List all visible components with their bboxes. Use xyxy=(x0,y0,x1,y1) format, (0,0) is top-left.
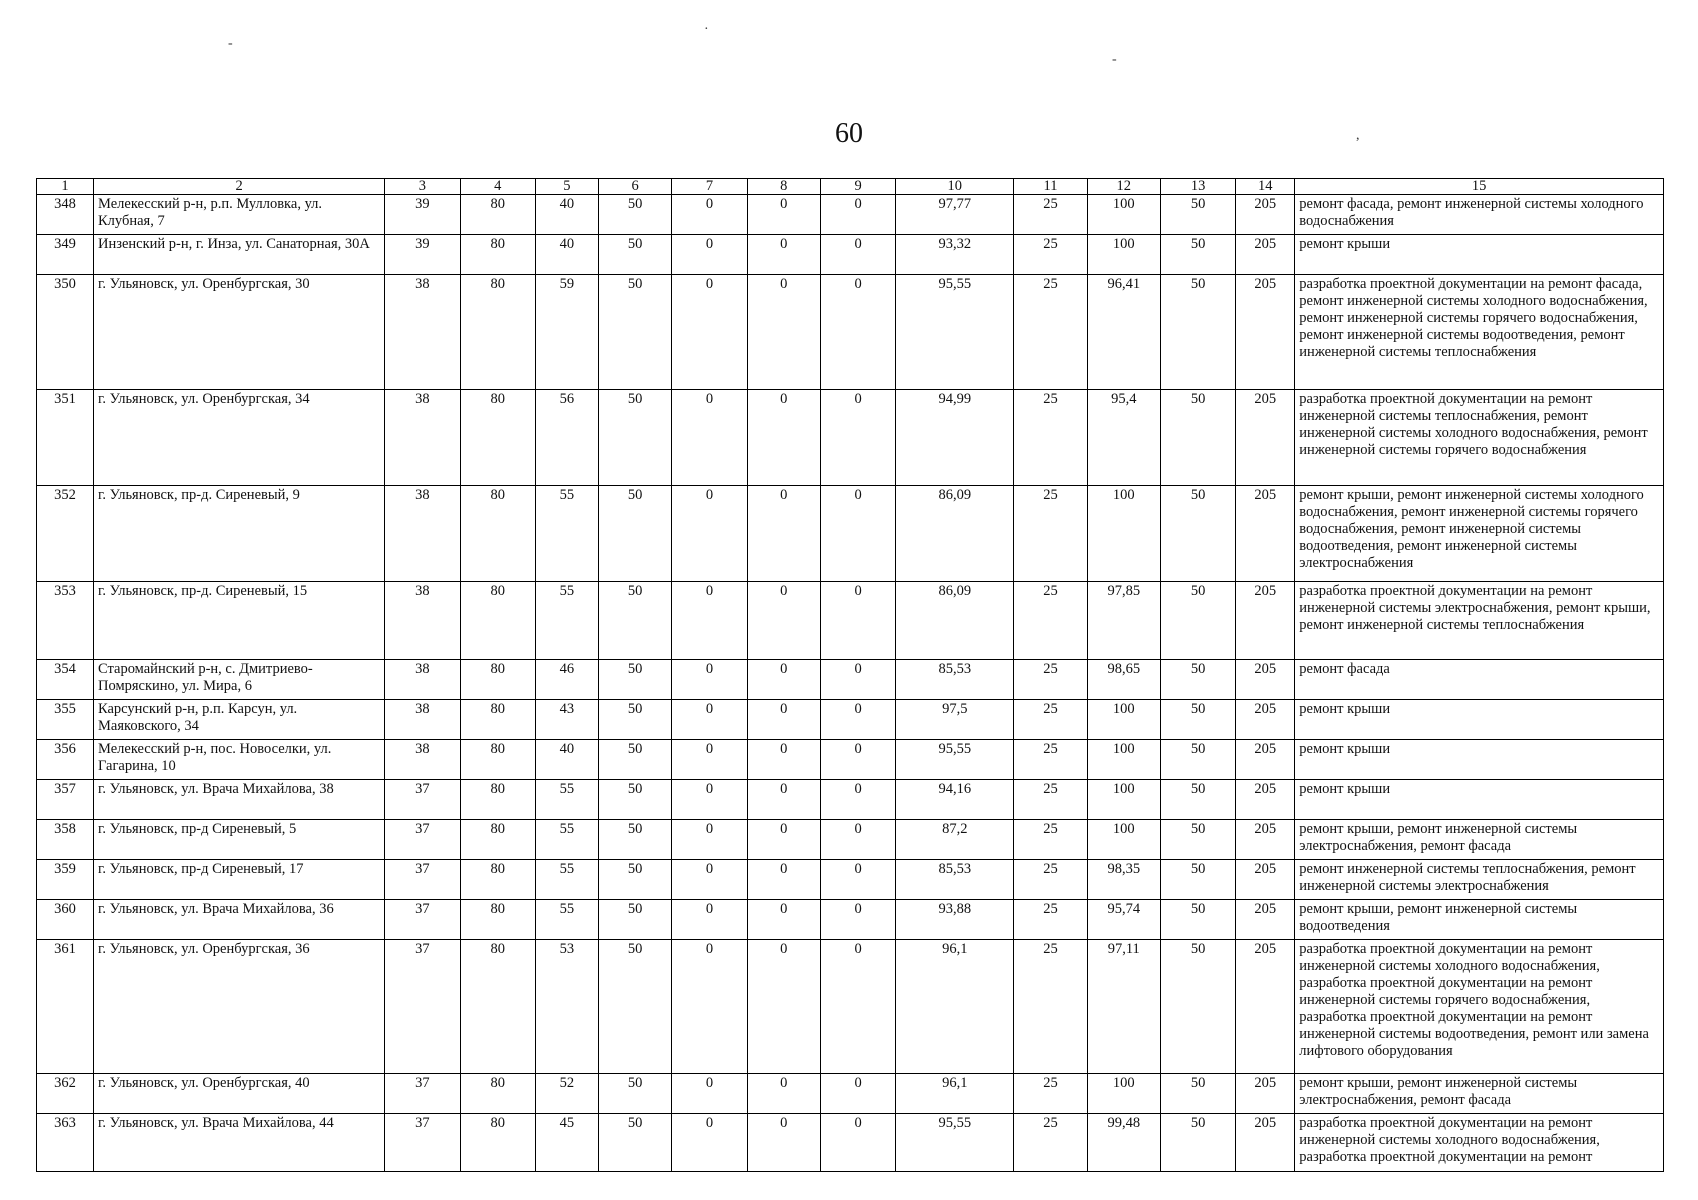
works-description-cell: ремонт крыши xyxy=(1295,700,1664,740)
col-12-cell: 100 xyxy=(1087,820,1160,860)
address-cell: г. Ульяновск, ул. Оренбургская, 36 xyxy=(94,940,385,1074)
address-cell: Инзенский р-н, г. Инза, ул. Санаторная, 30А xyxy=(94,235,385,275)
col-5-cell: 55 xyxy=(535,486,598,582)
col-5-cell: 59 xyxy=(535,275,598,390)
col-7-cell: 0 xyxy=(672,860,747,900)
col-6-cell: 50 xyxy=(598,1114,671,1172)
table-row xyxy=(37,1074,1664,1114)
col-5-cell: 40 xyxy=(535,235,598,275)
col-7-cell: 0 xyxy=(672,486,747,582)
col-8-cell: 0 xyxy=(747,486,820,582)
address-cell: г. Ульяновск, ул. Оренбургская, 34 xyxy=(94,390,385,486)
col-4-cell: 80 xyxy=(460,700,535,740)
col-13-cell: 50 xyxy=(1160,390,1235,486)
address-cell: Мелекесский р-н, р.п. Мулловка, ул. Клубная, 7 xyxy=(94,195,385,235)
column-header-5: 5 xyxy=(535,179,598,195)
col-14-cell: 205 xyxy=(1236,1114,1295,1172)
col-6-cell: 50 xyxy=(598,700,671,740)
works-description-cell: ремонт крыши xyxy=(1295,740,1664,780)
col-9-cell: 0 xyxy=(820,582,895,660)
col-11-cell: 25 xyxy=(1014,195,1087,235)
address-cell: г. Ульяновск, ул. Оренбургская, 40 xyxy=(94,1074,385,1114)
col-8-cell: 0 xyxy=(747,1114,820,1172)
col-11-cell: 25 xyxy=(1014,900,1087,940)
page-number: 60 xyxy=(835,118,863,149)
col-12-cell: 100 xyxy=(1087,740,1160,780)
table-row xyxy=(37,390,1664,486)
works-description-cell: ремонт крыши xyxy=(1295,235,1664,275)
table-row xyxy=(37,900,1664,940)
col-12-cell: 95,4 xyxy=(1087,390,1160,486)
col-10-cell: 85,53 xyxy=(896,860,1014,900)
col-9-cell: 0 xyxy=(820,275,895,390)
col-11-cell: 25 xyxy=(1014,582,1087,660)
col-8-cell: 0 xyxy=(747,275,820,390)
col-10-cell: 95,55 xyxy=(896,1114,1014,1172)
col-14-cell: 205 xyxy=(1236,275,1295,390)
works-description-cell: разработка проектной документации на ремонт инженерной системы теплоснабжения, ремонт инженерной системы холодного водоснабжения, ремонт инженерной системы горячего водоснабжения xyxy=(1295,390,1664,486)
col-12-cell: 100 xyxy=(1087,195,1160,235)
column-header-6: 6 xyxy=(598,179,671,195)
col-11-cell: 25 xyxy=(1014,660,1087,700)
col-4-cell: 80 xyxy=(460,860,535,900)
col-7-cell: 0 xyxy=(672,390,747,486)
col-10-cell: 96,1 xyxy=(896,1074,1014,1114)
col-14-cell: 205 xyxy=(1236,860,1295,900)
col-5-cell: 52 xyxy=(535,1074,598,1114)
col-5-cell: 55 xyxy=(535,900,598,940)
col-13-cell: 50 xyxy=(1160,860,1235,900)
col-10-cell: 94,99 xyxy=(896,390,1014,486)
col-5-cell: 45 xyxy=(535,1114,598,1172)
works-description-cell: ремонт крыши, ремонт инженерной системы электроснабжения, ремонт фасада xyxy=(1295,1074,1664,1114)
works-description-cell: ремонт крыши, ремонт инженерной системы водоотведения xyxy=(1295,900,1664,940)
col-5-cell: 55 xyxy=(535,860,598,900)
table-row xyxy=(37,820,1664,860)
col-5-cell: 55 xyxy=(535,582,598,660)
column-header-10: 10 xyxy=(896,179,1014,195)
col-14-cell: 205 xyxy=(1236,1074,1295,1114)
col-8-cell: 0 xyxy=(747,582,820,660)
works-description-cell: ремонт фасада, ремонт инженерной системы холодного водоснабжения xyxy=(1295,195,1664,235)
col-13-cell: 50 xyxy=(1160,235,1235,275)
col-8-cell: 0 xyxy=(747,860,820,900)
col-4-cell: 80 xyxy=(460,582,535,660)
col-8-cell: 0 xyxy=(747,900,820,940)
col-5-cell: 56 xyxy=(535,390,598,486)
col-8-cell: 0 xyxy=(747,1074,820,1114)
table-row xyxy=(37,1114,1664,1172)
column-header-8: 8 xyxy=(747,179,820,195)
col-14-cell: 205 xyxy=(1236,940,1295,1074)
col-6-cell: 50 xyxy=(598,860,671,900)
col-12-cell: 100 xyxy=(1087,486,1160,582)
works-description-cell: разработка проектной документации на ремонт фасада, ремонт инженерной системы холодного водоснабжения, ремонт инженерной системы горячего водоснабжения, ремонт инженерной системы водоотведения, ремонт инженерной системы теплоснабжения xyxy=(1295,275,1664,390)
col-14-cell: 205 xyxy=(1236,195,1295,235)
col-3-cell: 38 xyxy=(385,486,460,582)
works-description-cell: разработка проектной документации на ремонт инженерной системы холодного водоснабжения, разработка проектной документации на ремонт инженерной системы горячего водоснабжения, разработка проектной документации на ремонт инженерной системы водоотведения, ремонт или замена лифтового оборудования xyxy=(1295,940,1664,1074)
col-10-cell: 87,2 xyxy=(896,820,1014,860)
table-row xyxy=(37,740,1664,780)
col-6-cell: 50 xyxy=(598,780,671,820)
col-11-cell: 25 xyxy=(1014,820,1087,860)
col-11-cell: 25 xyxy=(1014,1114,1087,1172)
address-cell: г. Ульяновск, пр-д Сиреневый, 5 xyxy=(94,820,385,860)
works-description-cell: ремонт фасада xyxy=(1295,660,1664,700)
column-header-2: 2 xyxy=(94,179,385,195)
row-number-cell: 359 xyxy=(37,860,94,900)
col-8-cell: 0 xyxy=(747,235,820,275)
col-10-cell: 97,5 xyxy=(896,700,1014,740)
col-3-cell: 38 xyxy=(385,390,460,486)
col-14-cell: 205 xyxy=(1236,780,1295,820)
table-row xyxy=(37,860,1664,900)
column-header-11: 11 xyxy=(1014,179,1087,195)
col-7-cell: 0 xyxy=(672,582,747,660)
col-13-cell: 50 xyxy=(1160,820,1235,860)
works-description-cell: ремонт крыши, ремонт инженерной системы холодного водоснабжения, ремонт инженерной системы горячего водоснабжения, ремонт инженерной системы водоотведения, ремонт инженерной системы электроснабжения xyxy=(1295,486,1664,582)
row-number-cell: 351 xyxy=(37,390,94,486)
col-11-cell: 25 xyxy=(1014,390,1087,486)
column-header-3: 3 xyxy=(385,179,460,195)
column-header-1: 1 xyxy=(37,179,94,195)
col-8-cell: 0 xyxy=(747,195,820,235)
col-8-cell: 0 xyxy=(747,740,820,780)
scan-speck: - xyxy=(228,36,233,51)
col-7-cell: 0 xyxy=(672,195,747,235)
col-13-cell: 50 xyxy=(1160,700,1235,740)
col-4-cell: 80 xyxy=(460,740,535,780)
col-4-cell: 80 xyxy=(460,235,535,275)
col-10-cell: 93,32 xyxy=(896,235,1014,275)
col-13-cell: 50 xyxy=(1160,195,1235,235)
col-12-cell: 100 xyxy=(1087,1074,1160,1114)
col-13-cell: 50 xyxy=(1160,486,1235,582)
column-header-15: 15 xyxy=(1295,179,1664,195)
col-6-cell: 50 xyxy=(598,820,671,860)
col-4-cell: 80 xyxy=(460,940,535,1074)
col-5-cell: 55 xyxy=(535,780,598,820)
row-number-cell: 349 xyxy=(37,235,94,275)
col-3-cell: 38 xyxy=(385,582,460,660)
col-3-cell: 38 xyxy=(385,740,460,780)
table-row xyxy=(37,195,1664,235)
col-9-cell: 0 xyxy=(820,235,895,275)
col-14-cell: 205 xyxy=(1236,660,1295,700)
col-6-cell: 50 xyxy=(598,195,671,235)
row-number-cell: 353 xyxy=(37,582,94,660)
col-12-cell: 95,74 xyxy=(1087,900,1160,940)
address-cell: Карсунский р-н, р.п. Карсун, ул. Маяковского, 34 xyxy=(94,700,385,740)
col-4-cell: 80 xyxy=(460,390,535,486)
col-5-cell: 40 xyxy=(535,740,598,780)
col-4-cell: 80 xyxy=(460,780,535,820)
address-cell: г. Ульяновск, ул. Врача Михайлова, 36 xyxy=(94,900,385,940)
col-10-cell: 95,55 xyxy=(896,740,1014,780)
table-row xyxy=(37,235,1664,275)
column-header-14: 14 xyxy=(1236,179,1295,195)
col-4-cell: 80 xyxy=(460,486,535,582)
col-4-cell: 80 xyxy=(460,195,535,235)
col-3-cell: 37 xyxy=(385,820,460,860)
address-cell: г. Ульяновск, пр-д. Сиреневый, 9 xyxy=(94,486,385,582)
col-7-cell: 0 xyxy=(672,940,747,1074)
col-9-cell: 0 xyxy=(820,390,895,486)
col-7-cell: 0 xyxy=(672,780,747,820)
col-3-cell: 38 xyxy=(385,275,460,390)
col-12-cell: 98,65 xyxy=(1087,660,1160,700)
address-cell: г. Ульяновск, пр-д Сиреневый, 17 xyxy=(94,860,385,900)
col-13-cell: 50 xyxy=(1160,900,1235,940)
column-header-4: 4 xyxy=(460,179,535,195)
works-description-cell: ремонт инженерной системы теплоснабжения, ремонт инженерной системы электроснабжения xyxy=(1295,860,1664,900)
col-7-cell: 0 xyxy=(672,1114,747,1172)
col-12-cell: 100 xyxy=(1087,780,1160,820)
col-4-cell: 80 xyxy=(460,660,535,700)
column-header-9: 9 xyxy=(820,179,895,195)
col-7-cell: 0 xyxy=(672,660,747,700)
row-number-cell: 352 xyxy=(37,486,94,582)
table-row xyxy=(37,275,1664,390)
col-13-cell: 50 xyxy=(1160,582,1235,660)
col-10-cell: 85,53 xyxy=(896,660,1014,700)
col-12-cell: 98,35 xyxy=(1087,860,1160,900)
col-14-cell: 205 xyxy=(1236,900,1295,940)
col-6-cell: 50 xyxy=(598,486,671,582)
col-3-cell: 37 xyxy=(385,780,460,820)
col-13-cell: 50 xyxy=(1160,1074,1235,1114)
col-9-cell: 0 xyxy=(820,486,895,582)
address-cell: г. Ульяновск, ул. Врача Михайлова, 44 xyxy=(94,1114,385,1172)
scan-speck: , xyxy=(1356,128,1360,143)
col-4-cell: 80 xyxy=(460,1114,535,1172)
col-11-cell: 25 xyxy=(1014,860,1087,900)
scan-speck: · xyxy=(704,22,709,37)
col-9-cell: 0 xyxy=(820,700,895,740)
table-row xyxy=(37,582,1664,660)
col-10-cell: 86,09 xyxy=(896,486,1014,582)
col-7-cell: 0 xyxy=(672,1074,747,1114)
row-number-cell: 360 xyxy=(37,900,94,940)
col-7-cell: 0 xyxy=(672,900,747,940)
row-number-cell: 348 xyxy=(37,195,94,235)
col-6-cell: 50 xyxy=(598,275,671,390)
col-12-cell: 96,41 xyxy=(1087,275,1160,390)
works-description-cell: разработка проектной документации на ремонт инженерной системы холодного водоснабжения, разработка проектной документации на ремонт xyxy=(1295,1114,1664,1172)
col-12-cell: 97,85 xyxy=(1087,582,1160,660)
col-14-cell: 205 xyxy=(1236,486,1295,582)
row-number-cell: 361 xyxy=(37,940,94,1074)
col-3-cell: 39 xyxy=(385,195,460,235)
col-9-cell: 0 xyxy=(820,780,895,820)
col-8-cell: 0 xyxy=(747,700,820,740)
col-12-cell: 97,11 xyxy=(1087,940,1160,1074)
col-14-cell: 205 xyxy=(1236,582,1295,660)
col-4-cell: 80 xyxy=(460,900,535,940)
col-8-cell: 0 xyxy=(747,780,820,820)
col-6-cell: 50 xyxy=(598,900,671,940)
col-3-cell: 38 xyxy=(385,660,460,700)
col-10-cell: 94,16 xyxy=(896,780,1014,820)
header-row xyxy=(37,179,1664,195)
col-10-cell: 86,09 xyxy=(896,582,1014,660)
col-9-cell: 0 xyxy=(820,1074,895,1114)
row-number-cell: 358 xyxy=(37,820,94,860)
col-6-cell: 50 xyxy=(598,660,671,700)
col-6-cell: 50 xyxy=(598,390,671,486)
table-row xyxy=(37,780,1664,820)
col-14-cell: 205 xyxy=(1236,740,1295,780)
col-12-cell: 100 xyxy=(1087,700,1160,740)
col-13-cell: 50 xyxy=(1160,660,1235,700)
col-7-cell: 0 xyxy=(672,235,747,275)
col-10-cell: 95,55 xyxy=(896,275,1014,390)
address-cell: г. Ульяновск, пр-д. Сиреневый, 15 xyxy=(94,582,385,660)
row-number-cell: 357 xyxy=(37,780,94,820)
col-8-cell: 0 xyxy=(747,940,820,1074)
row-number-cell: 350 xyxy=(37,275,94,390)
col-9-cell: 0 xyxy=(820,1114,895,1172)
col-5-cell: 55 xyxy=(535,820,598,860)
col-13-cell: 50 xyxy=(1160,1114,1235,1172)
col-9-cell: 0 xyxy=(820,660,895,700)
col-11-cell: 25 xyxy=(1014,275,1087,390)
column-header-12: 12 xyxy=(1087,179,1160,195)
col-4-cell: 80 xyxy=(460,1074,535,1114)
col-12-cell: 100 xyxy=(1087,235,1160,275)
col-11-cell: 25 xyxy=(1014,940,1087,1074)
col-10-cell: 97,77 xyxy=(896,195,1014,235)
row-number-cell: 354 xyxy=(37,660,94,700)
scan-speck: - xyxy=(1112,52,1117,67)
col-3-cell: 37 xyxy=(385,900,460,940)
col-10-cell: 96,1 xyxy=(896,940,1014,1074)
col-5-cell: 40 xyxy=(535,195,598,235)
col-14-cell: 205 xyxy=(1236,820,1295,860)
col-12-cell: 99,48 xyxy=(1087,1114,1160,1172)
address-cell: Мелекесский р-н, пос. Новоселки, ул. Гагарина, 10 xyxy=(94,740,385,780)
register-table xyxy=(36,178,1664,1172)
col-11-cell: 25 xyxy=(1014,700,1087,740)
col-14-cell: 205 xyxy=(1236,235,1295,275)
col-3-cell: 37 xyxy=(385,1114,460,1172)
col-7-cell: 0 xyxy=(672,275,747,390)
row-number-cell: 355 xyxy=(37,700,94,740)
col-11-cell: 25 xyxy=(1014,740,1087,780)
column-header-13: 13 xyxy=(1160,179,1235,195)
col-3-cell: 37 xyxy=(385,860,460,900)
col-11-cell: 25 xyxy=(1014,1074,1087,1114)
col-3-cell: 39 xyxy=(385,235,460,275)
col-5-cell: 46 xyxy=(535,660,598,700)
col-14-cell: 205 xyxy=(1236,700,1295,740)
table-row xyxy=(37,660,1664,700)
col-6-cell: 50 xyxy=(598,582,671,660)
col-9-cell: 0 xyxy=(820,900,895,940)
col-14-cell: 205 xyxy=(1236,390,1295,486)
col-7-cell: 0 xyxy=(672,700,747,740)
col-8-cell: 0 xyxy=(747,820,820,860)
col-9-cell: 0 xyxy=(820,820,895,860)
col-11-cell: 25 xyxy=(1014,780,1087,820)
col-13-cell: 50 xyxy=(1160,940,1235,1074)
col-6-cell: 50 xyxy=(598,1074,671,1114)
col-11-cell: 25 xyxy=(1014,486,1087,582)
col-9-cell: 0 xyxy=(820,860,895,900)
col-11-cell: 25 xyxy=(1014,235,1087,275)
col-6-cell: 50 xyxy=(598,740,671,780)
col-5-cell: 43 xyxy=(535,700,598,740)
table-row xyxy=(37,486,1664,582)
table-row xyxy=(37,700,1664,740)
col-7-cell: 0 xyxy=(672,820,747,860)
col-13-cell: 50 xyxy=(1160,275,1235,390)
col-13-cell: 50 xyxy=(1160,780,1235,820)
col-10-cell: 93,88 xyxy=(896,900,1014,940)
address-cell: г. Ульяновск, ул. Врача Михайлова, 38 xyxy=(94,780,385,820)
table-row xyxy=(37,940,1664,1074)
address-cell: Старомайнский р-н, с. Дмитриево-Помряскино, ул. Мира, 6 xyxy=(94,660,385,700)
col-9-cell: 0 xyxy=(820,740,895,780)
works-description-cell: разработка проектной документации на ремонт инженерной системы электроснабжения, ремонт крыши, ремонт инженерной системы теплоснабжения xyxy=(1295,582,1664,660)
col-9-cell: 0 xyxy=(820,940,895,1074)
works-description-cell: ремонт крыши, ремонт инженерной системы электроснабжения, ремонт фасада xyxy=(1295,820,1664,860)
col-5-cell: 53 xyxy=(535,940,598,1074)
col-6-cell: 50 xyxy=(598,235,671,275)
col-8-cell: 0 xyxy=(747,390,820,486)
col-8-cell: 0 xyxy=(747,660,820,700)
col-3-cell: 37 xyxy=(385,940,460,1074)
col-4-cell: 80 xyxy=(460,820,535,860)
row-number-cell: 356 xyxy=(37,740,94,780)
col-13-cell: 50 xyxy=(1160,740,1235,780)
row-number-cell: 362 xyxy=(37,1074,94,1114)
col-9-cell: 0 xyxy=(820,195,895,235)
row-number-cell: 363 xyxy=(37,1114,94,1172)
col-7-cell: 0 xyxy=(672,740,747,780)
col-6-cell: 50 xyxy=(598,940,671,1074)
col-4-cell: 80 xyxy=(460,275,535,390)
col-3-cell: 38 xyxy=(385,700,460,740)
address-cell: г. Ульяновск, ул. Оренбургская, 30 xyxy=(94,275,385,390)
col-3-cell: 37 xyxy=(385,1074,460,1114)
table-body xyxy=(37,195,1664,1172)
works-description-cell: ремонт крыши xyxy=(1295,780,1664,820)
column-header-7: 7 xyxy=(672,179,747,195)
